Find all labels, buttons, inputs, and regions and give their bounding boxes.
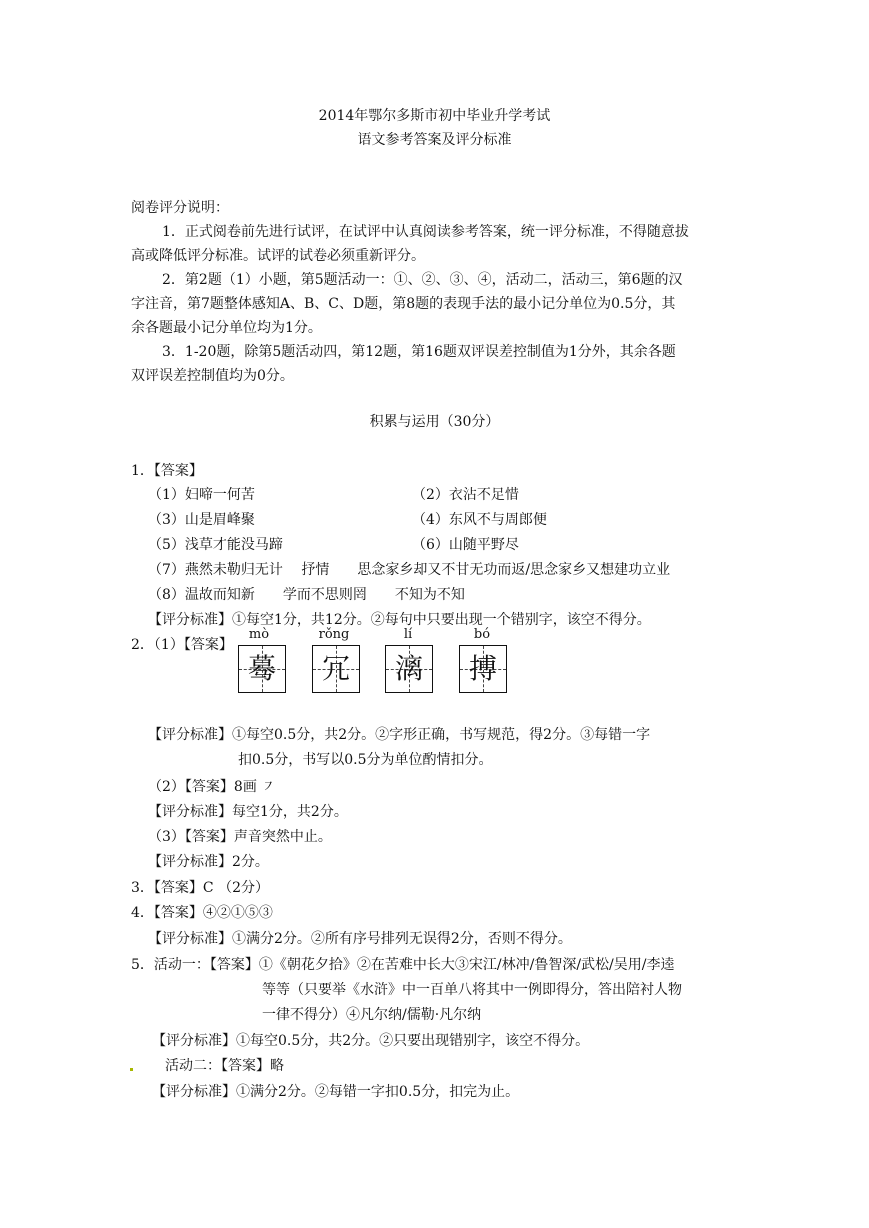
q2-part3-score: 【评分标准】2分。 bbox=[148, 854, 269, 870]
char-4: 搏 bbox=[468, 652, 497, 685]
note-1b: 高或降低评分标准。试评的试卷必须重新评分。 bbox=[131, 248, 425, 264]
char-2: 冗 bbox=[321, 652, 350, 685]
tianzige-box-3 bbox=[385, 645, 433, 693]
section-heading: 积累与运用（30分） bbox=[369, 414, 500, 430]
pinyin-1: mò bbox=[248, 627, 270, 642]
q1-score: 【评分标准】①每空1分，共12分。②每句中只要出现一个错别字，该空不得分。 bbox=[148, 612, 651, 628]
q1-answer-4: （4）东风不与周郎便 bbox=[412, 512, 547, 528]
q5-score-1: 【评分标准】①每空0.5分，共2分。②只要出现错别字，该空不得分。 bbox=[152, 1033, 590, 1049]
exam-title: 2014年鄂尔多斯市初中毕业升学考试 bbox=[318, 108, 551, 124]
q5-answer-2: 等等（只要举《水浒》中一百单八将其中一例即得分，答出陪衬人物 bbox=[262, 982, 682, 998]
q4-answer: 4．【答案】④②①⑤③ bbox=[131, 905, 273, 921]
q5-answer-3: 一律不得分）④凡尔纳/儒勒·凡尔纳 bbox=[262, 1007, 482, 1023]
notes-heading: 阅卷评分说明： bbox=[131, 200, 229, 216]
q4-score: 【评分标准】①满分2分。②所有序号排列无误得2分，否则不得分。 bbox=[148, 931, 572, 947]
q1-answer-5: （5）浅草才能没马蹄 bbox=[148, 537, 283, 553]
q1-answer-8: （8）温故而知新 学而不思则罔 不知为不知 bbox=[148, 587, 465, 603]
q2-score-1a: 【评分标准】①每空0.5分，共2分。②字形正确，书写规范，得2分。③每错一字 bbox=[148, 727, 651, 743]
q1-answer-3: （3）山是眉峰聚 bbox=[148, 512, 255, 528]
stray-mark bbox=[130, 1068, 133, 1071]
note-2c: 余各题最小记分单位均为1分。 bbox=[131, 320, 322, 336]
q1-answer-1: （1）妇啼一何苦 bbox=[148, 487, 255, 503]
pinyin-2: rǒng bbox=[318, 627, 350, 642]
q1-answer-7: （7）燕然未勒归无计 抒情 思念家乡却又不甘无功而返/思念家乡又想建功立业 bbox=[148, 562, 671, 578]
note-3a: 3．1-20题，除第5题活动四，第12题，第16题双评误差控制值为1分外，其余各题 bbox=[162, 344, 676, 360]
q2-score-1b: 扣0.5分，书写以0.5分为单位酌情扣分。 bbox=[238, 752, 493, 768]
char-3: 漓 bbox=[394, 652, 423, 685]
q2-part3-answer: （3）【答案】声音突然中止。 bbox=[148, 829, 332, 845]
tianzige-box-4 bbox=[459, 645, 507, 693]
tianzige-box-1 bbox=[238, 645, 286, 693]
pinyin-3: lí bbox=[403, 627, 413, 642]
char-1: 蓦 bbox=[247, 652, 276, 685]
q1-label: 1．【答案】 bbox=[131, 463, 203, 479]
q1-answer-2: （2）衣沾不足惜 bbox=[412, 487, 519, 503]
q1-answer-6: （6）山随平野尽 bbox=[412, 537, 519, 553]
note-2b: 字注音，第7题整体感知A、B、C、D题，第8题的表现手法的最小记分单位为0.5分，其 bbox=[131, 296, 676, 312]
note-3b: 双评误差控制值均为0分。 bbox=[131, 368, 294, 384]
q2-part2-answer: （2）【答案】8画 ㇇ bbox=[148, 779, 276, 795]
note-2a: 2．第2题（1）小题，第5题活动一：①、②、③、④，活动二，活动三，第6题的汉 bbox=[162, 272, 683, 288]
q2-label: 2．（1）【答案】 bbox=[131, 637, 233, 653]
note-1a: 1．正式阅卷前先进行试评，在试评中认真阅读参考答案，统一评分标准，不得随意拔 bbox=[162, 224, 689, 240]
q5-score-2: 【评分标准】①满分2分。②每错一字扣0.5分，扣完为止。 bbox=[152, 1084, 520, 1100]
q5-answer-1: 5．活动一：【答案】①《朝花夕拾》②在苦难中长大③宋江/林冲/鲁智深/武松/吴用/李逵 bbox=[131, 957, 675, 973]
q2-part2-score: 【评分标准】每空1分，共2分。 bbox=[148, 804, 348, 820]
exam-subtitle: 语文参考答案及评分标准 bbox=[357, 132, 512, 148]
q3-answer: 3．【答案】C （2分） bbox=[131, 880, 269, 896]
tianzige-box-2 bbox=[312, 645, 360, 693]
q5-activity2: 活动二：【答案】略 bbox=[165, 1058, 284, 1074]
pinyin-4: bó bbox=[473, 627, 491, 642]
